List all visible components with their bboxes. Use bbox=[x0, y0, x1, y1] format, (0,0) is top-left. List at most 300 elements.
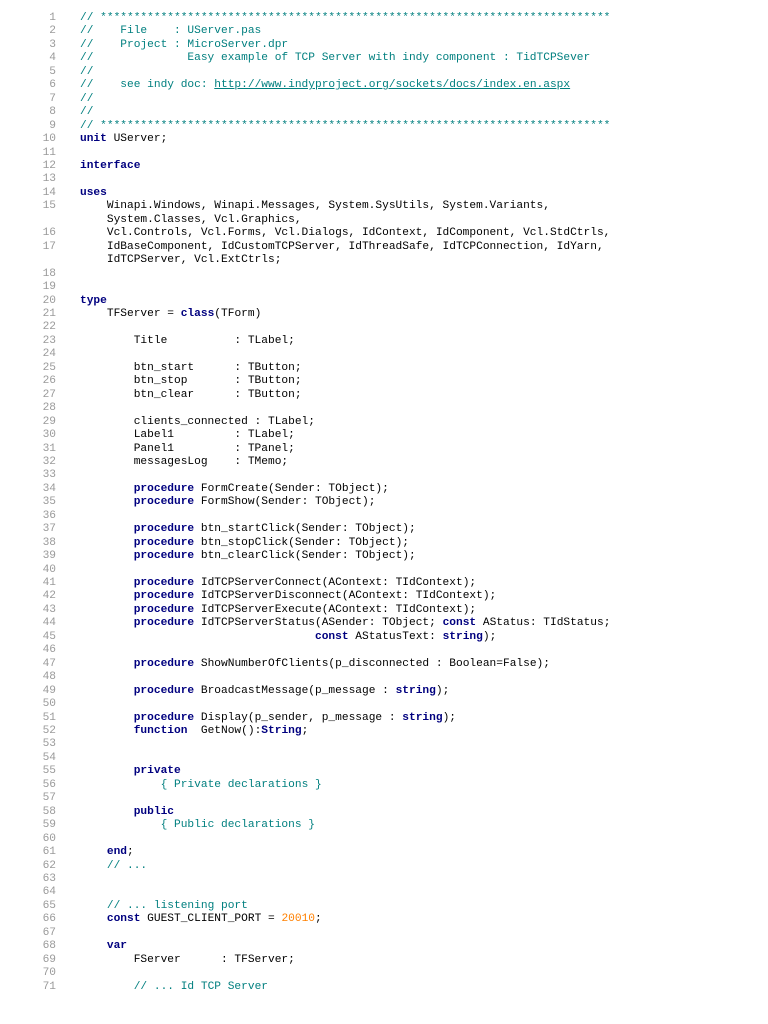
code-comment: // ... listening port bbox=[106, 899, 248, 912]
code-text bbox=[80, 590, 134, 602]
code-text bbox=[80, 819, 161, 831]
code-text: ; bbox=[127, 846, 134, 859]
code-line bbox=[0, 227, 768, 240]
line-number: 68 bbox=[42, 940, 56, 953]
line-number: 47 bbox=[42, 657, 56, 670]
line-number: 63 bbox=[42, 873, 56, 885]
code-content bbox=[80, 604, 476, 617]
line-number: 19 bbox=[42, 281, 56, 294]
code-content bbox=[80, 954, 295, 967]
code-content bbox=[80, 913, 322, 926]
code-content bbox=[80, 416, 315, 429]
code-text: GUEST_CLIENT_PORT = bbox=[140, 913, 282, 926]
code-text bbox=[80, 496, 134, 508]
line-number: 3 bbox=[49, 38, 56, 51]
code-text bbox=[80, 846, 107, 858]
code-line bbox=[0, 389, 768, 402]
line-number: 49 bbox=[42, 684, 56, 697]
line-number: 9 bbox=[49, 119, 56, 132]
code-text: AStatusText: bbox=[348, 630, 443, 643]
code-text bbox=[80, 685, 134, 697]
code-line bbox=[0, 39, 768, 52]
code-line bbox=[0, 66, 768, 79]
line-number: 62 bbox=[42, 859, 56, 872]
line-number: 53 bbox=[42, 738, 56, 751]
code-content bbox=[80, 200, 550, 213]
line-number: 6 bbox=[49, 79, 56, 92]
code-text: ShowNumberOfClients(p_disconnected : Boolean=False); bbox=[194, 657, 550, 670]
code-line bbox=[0, 725, 768, 738]
code-keyword: var bbox=[106, 940, 128, 953]
code-line bbox=[0, 402, 768, 415]
code-text bbox=[80, 860, 107, 872]
code-line bbox=[0, 698, 768, 711]
code-text: (TForm) bbox=[214, 307, 262, 320]
code-text: Title : TLabel; bbox=[80, 334, 295, 347]
code-line bbox=[0, 362, 768, 375]
code-line bbox=[0, 658, 768, 671]
line-number: 2 bbox=[49, 25, 56, 38]
code-line bbox=[0, 590, 768, 603]
code-content bbox=[80, 52, 590, 65]
code-text bbox=[80, 523, 134, 535]
code-text: btn_start : TButton; bbox=[80, 361, 302, 374]
line-number: 20 bbox=[42, 294, 56, 307]
code-link[interactable]: http://www.indyproject.org/sockets/docs/index.en.aspx bbox=[214, 79, 571, 92]
line-number: 16 bbox=[42, 227, 56, 240]
code-content bbox=[80, 631, 496, 644]
code-line bbox=[0, 429, 768, 442]
code-line bbox=[0, 523, 768, 536]
code-text: IdBaseComponent, IdCustomTCPServer, IdThreadSafe, IdTCPConnection, IdYarn, bbox=[80, 240, 604, 253]
code-content bbox=[80, 214, 302, 227]
code-comment: // bbox=[80, 92, 94, 105]
code-text bbox=[80, 577, 134, 589]
code-text bbox=[80, 483, 134, 495]
code-content bbox=[80, 523, 416, 536]
code-comment: // File : UServer.pas bbox=[80, 25, 262, 38]
code-line bbox=[0, 537, 768, 550]
code-keyword: uses bbox=[80, 186, 107, 199]
code-content bbox=[80, 160, 140, 173]
code-line bbox=[0, 295, 768, 308]
code-text bbox=[80, 779, 161, 791]
code-line bbox=[0, 860, 768, 873]
code-content bbox=[80, 846, 134, 859]
code-text bbox=[80, 631, 315, 643]
line-number: 10 bbox=[42, 133, 56, 146]
code-line bbox=[0, 510, 768, 523]
code-content bbox=[80, 712, 456, 725]
line-number: 40 bbox=[42, 563, 56, 576]
code-text bbox=[80, 604, 134, 616]
code-line bbox=[0, 93, 768, 106]
code-keyword: procedure bbox=[133, 577, 195, 590]
code-keyword: string bbox=[395, 684, 436, 697]
line-number: 7 bbox=[49, 92, 56, 105]
code-content bbox=[80, 483, 389, 496]
code-content bbox=[80, 335, 295, 348]
code-text: btn_stopClick(Sender: TObject); bbox=[194, 536, 409, 549]
code-content bbox=[80, 66, 93, 79]
line-number: 17 bbox=[42, 240, 56, 253]
code-text bbox=[80, 712, 134, 724]
line-number: 66 bbox=[42, 913, 56, 926]
code-line bbox=[0, 160, 768, 173]
code-line bbox=[0, 981, 768, 994]
code-line bbox=[0, 564, 768, 577]
code-content bbox=[80, 806, 174, 819]
code-content bbox=[80, 779, 322, 792]
line-number: 18 bbox=[42, 267, 56, 280]
line-number: 23 bbox=[42, 334, 56, 347]
line-number: 56 bbox=[42, 778, 56, 791]
code-text: BroadcastMessage(p_message : bbox=[194, 684, 396, 697]
code-line bbox=[0, 913, 768, 926]
code-line bbox=[0, 173, 768, 186]
code-content bbox=[80, 39, 288, 52]
code-line bbox=[0, 496, 768, 509]
code-keyword: const bbox=[314, 630, 349, 643]
code-content bbox=[80, 456, 288, 469]
code-comment: // Easy example of TCP Server with indy component : TidTCPSever bbox=[80, 52, 591, 65]
code-keyword: String bbox=[261, 725, 302, 738]
code-line bbox=[0, 268, 768, 281]
code-line bbox=[0, 375, 768, 388]
code-text: System.Classes, Vcl.Graphics, bbox=[80, 213, 302, 226]
code-text: Panel1 : TPanel; bbox=[80, 442, 295, 455]
code-line bbox=[0, 483, 768, 496]
code-line bbox=[0, 685, 768, 698]
code-text: btn_stop : TButton; bbox=[80, 375, 302, 388]
line-number: 70 bbox=[42, 967, 56, 980]
code-text bbox=[80, 617, 134, 629]
code-comment: // ... bbox=[106, 859, 148, 872]
code-text bbox=[80, 913, 107, 925]
code-content bbox=[80, 375, 302, 388]
code-line bbox=[0, 940, 768, 953]
code-keyword: unit bbox=[80, 133, 107, 146]
code-keyword: public bbox=[133, 805, 175, 818]
code-content bbox=[80, 819, 315, 832]
code-line bbox=[0, 738, 768, 751]
code-line bbox=[0, 792, 768, 805]
code-text: Vcl.Controls, Vcl.Forms, Vcl.Dialogs, IdContext, IdComponent, Vcl.StdCtrls, bbox=[80, 227, 611, 240]
line-number: 57 bbox=[42, 792, 56, 805]
code-content bbox=[80, 25, 261, 38]
line-number: 30 bbox=[42, 429, 56, 442]
code-line bbox=[0, 214, 768, 227]
line-number: 36 bbox=[42, 509, 56, 522]
code-comment: { Private declarations } bbox=[160, 778, 322, 791]
code-content bbox=[80, 981, 268, 994]
code-keyword: procedure bbox=[133, 617, 195, 630]
code-content bbox=[80, 133, 167, 146]
line-number: 46 bbox=[42, 644, 56, 657]
code-text: TFServer = bbox=[80, 307, 181, 320]
code-text: UServer; bbox=[106, 133, 168, 146]
line-number: 52 bbox=[42, 725, 56, 738]
line-number: 64 bbox=[42, 886, 56, 899]
code-text: IdTCPServerConnect(AContext: TIdContext); bbox=[194, 577, 477, 590]
line-number: 28 bbox=[42, 402, 56, 415]
code-content bbox=[80, 389, 302, 402]
line-number: 11 bbox=[42, 146, 56, 159]
code-line bbox=[0, 254, 768, 267]
code-line bbox=[0, 416, 768, 429]
code-text bbox=[80, 550, 134, 562]
line-number: 8 bbox=[49, 106, 56, 119]
code-text: GetNow(): bbox=[187, 725, 262, 738]
code-line bbox=[0, 550, 768, 563]
line-number: 22 bbox=[42, 321, 56, 334]
code-line bbox=[0, 187, 768, 200]
line-number: 34 bbox=[42, 482, 56, 495]
code-content bbox=[80, 106, 93, 119]
code-line bbox=[0, 469, 768, 482]
code-content bbox=[80, 940, 127, 953]
code-line bbox=[0, 617, 768, 630]
code-content bbox=[80, 362, 302, 375]
code-content bbox=[80, 590, 496, 603]
code-content bbox=[80, 617, 610, 630]
code-line bbox=[0, 604, 768, 617]
code-line bbox=[0, 631, 768, 644]
line-number: 27 bbox=[42, 388, 56, 401]
code-content bbox=[80, 658, 550, 671]
code-comment: { Public declarations } bbox=[160, 819, 315, 832]
code-text: Label1 : TLabel; bbox=[80, 429, 295, 442]
line-number: 71 bbox=[42, 980, 56, 993]
line-number: 58 bbox=[42, 805, 56, 818]
code-line bbox=[0, 927, 768, 940]
line-number: 54 bbox=[42, 751, 56, 764]
code-keyword: procedure bbox=[133, 711, 195, 724]
line-number: 24 bbox=[42, 348, 56, 361]
code-keyword: procedure bbox=[133, 603, 195, 616]
code-content bbox=[80, 254, 281, 267]
code-keyword: string bbox=[442, 630, 483, 643]
code-text: IdTCPServerStatus(ASender: TObject; bbox=[194, 617, 443, 630]
line-number: 13 bbox=[42, 173, 56, 186]
line-number: 21 bbox=[42, 307, 56, 320]
code-text: IdTCPServer, Vcl.ExtCtrls; bbox=[80, 254, 282, 267]
code-line bbox=[0, 954, 768, 967]
code-keyword: const bbox=[442, 617, 477, 630]
code-line bbox=[0, 443, 768, 456]
code-line bbox=[0, 133, 768, 146]
code-content bbox=[80, 550, 416, 563]
code-line bbox=[0, 120, 768, 133]
code-keyword: procedure bbox=[133, 684, 195, 697]
code-editor bbox=[0, 12, 768, 994]
line-number: 37 bbox=[42, 523, 56, 536]
code-text bbox=[80, 806, 134, 818]
code-content bbox=[80, 725, 308, 738]
code-comment: // ... Id TCP Server bbox=[133, 980, 268, 993]
code-text: IdTCPServerDisconnect(AContext: TIdContext); bbox=[194, 590, 497, 603]
code-content bbox=[80, 241, 604, 254]
line-number: 55 bbox=[42, 765, 56, 778]
code-comment: // bbox=[80, 106, 94, 119]
code-content bbox=[80, 537, 409, 550]
code-keyword: procedure bbox=[133, 550, 195, 563]
code-line bbox=[0, 644, 768, 657]
code-content bbox=[80, 685, 449, 698]
code-line bbox=[0, 886, 768, 899]
code-text: clients_connected : TLabel; bbox=[80, 415, 315, 428]
code-text: Display(p_sender, p_message : bbox=[194, 711, 403, 724]
code-text: btn_clear : TButton; bbox=[80, 388, 302, 401]
line-number: 38 bbox=[42, 536, 56, 549]
code-comment: // bbox=[80, 65, 94, 78]
code-comment: // **************************************************************************** bbox=[80, 119, 611, 132]
code-content bbox=[80, 443, 295, 456]
code-content bbox=[80, 496, 375, 509]
code-line bbox=[0, 12, 768, 25]
line-number: 48 bbox=[42, 671, 56, 684]
code-line bbox=[0, 241, 768, 254]
code-content bbox=[80, 308, 261, 321]
code-line bbox=[0, 806, 768, 819]
code-text: FormShow(Sender: TObject); bbox=[194, 496, 376, 509]
line-number: 15 bbox=[42, 200, 56, 213]
code-keyword: private bbox=[133, 765, 181, 778]
line-number: 67 bbox=[42, 926, 56, 939]
code-line bbox=[0, 765, 768, 778]
code-line bbox=[0, 967, 768, 980]
code-line bbox=[0, 321, 768, 334]
code-line bbox=[0, 846, 768, 859]
code-line bbox=[0, 671, 768, 684]
code-keyword: end bbox=[106, 846, 128, 859]
code-line bbox=[0, 577, 768, 590]
code-keyword: function bbox=[133, 725, 188, 738]
code-comment: // **************************************************************************** bbox=[80, 12, 611, 24]
code-text bbox=[80, 940, 107, 952]
code-text: ); bbox=[442, 711, 457, 724]
code-line bbox=[0, 779, 768, 792]
line-number: 33 bbox=[42, 469, 56, 482]
code-content bbox=[80, 93, 93, 106]
code-content bbox=[80, 900, 248, 913]
code-line bbox=[0, 335, 768, 348]
line-number: 50 bbox=[42, 698, 56, 711]
code-content bbox=[80, 577, 476, 590]
line-number: 29 bbox=[42, 415, 56, 428]
line-number: 65 bbox=[42, 899, 56, 912]
code-line bbox=[0, 819, 768, 832]
line-number: 31 bbox=[42, 442, 56, 455]
line-number: 1 bbox=[49, 12, 56, 24]
code-text: IdTCPServerExecute(AContext: TIdContext); bbox=[194, 603, 477, 616]
code-line bbox=[0, 900, 768, 913]
line-number: 42 bbox=[42, 590, 56, 603]
code-line bbox=[0, 200, 768, 213]
line-number: 41 bbox=[42, 577, 56, 590]
code-keyword: class bbox=[180, 307, 215, 320]
line-number: 32 bbox=[42, 455, 56, 468]
code-content bbox=[80, 227, 610, 240]
code-line bbox=[0, 752, 768, 765]
code-text: AStatus: TIdStatus; bbox=[476, 617, 611, 630]
line-number: 43 bbox=[42, 603, 56, 616]
code-comment: // see indy doc: bbox=[80, 79, 215, 92]
code-keyword: procedure bbox=[133, 657, 195, 670]
code-line bbox=[0, 147, 768, 160]
code-text: ); bbox=[482, 630, 497, 643]
code-comment: // Project : MicroServer.dpr bbox=[80, 38, 289, 51]
line-number: 25 bbox=[42, 361, 56, 374]
code-text: Winapi.Windows, Winapi.Messages, System.SysUtils, System.Variants, bbox=[80, 200, 550, 213]
code-text: FServer : TFServer; bbox=[80, 953, 295, 966]
line-number: 5 bbox=[49, 65, 56, 78]
code-text bbox=[80, 981, 134, 993]
code-keyword: procedure bbox=[133, 523, 195, 536]
code-line bbox=[0, 281, 768, 294]
code-text bbox=[80, 900, 107, 912]
line-number: 45 bbox=[42, 630, 56, 643]
line-number: 35 bbox=[42, 496, 56, 509]
code-content bbox=[80, 120, 610, 133]
line-number: 14 bbox=[42, 186, 56, 199]
line-number: 4 bbox=[49, 52, 56, 65]
code-text: messagesLog : TMemo; bbox=[80, 455, 289, 468]
code-line bbox=[0, 106, 768, 119]
code-content bbox=[80, 860, 147, 873]
line-number: 39 bbox=[42, 550, 56, 563]
line-number: 60 bbox=[42, 832, 56, 845]
code-text: btn_startClick(Sender: TObject); bbox=[194, 523, 416, 536]
line-number: 61 bbox=[42, 846, 56, 859]
code-text bbox=[80, 725, 134, 737]
code-line bbox=[0, 348, 768, 361]
code-content bbox=[80, 295, 107, 308]
code-keyword: const bbox=[106, 913, 141, 926]
code-text: ; bbox=[301, 725, 309, 738]
code-line bbox=[0, 712, 768, 725]
code-line bbox=[0, 833, 768, 846]
code-text: ; bbox=[315, 913, 322, 926]
code-keyword: procedure bbox=[133, 482, 195, 495]
line-number: 12 bbox=[42, 159, 56, 172]
code-line bbox=[0, 873, 768, 886]
code-content bbox=[80, 187, 107, 200]
line-number: 69 bbox=[42, 953, 56, 966]
line-number: 26 bbox=[42, 375, 56, 388]
code-keyword: procedure bbox=[133, 536, 195, 549]
code-text bbox=[80, 765, 134, 777]
code-content bbox=[80, 429, 295, 442]
code-line bbox=[0, 308, 768, 321]
code-keyword: interface bbox=[80, 159, 141, 172]
code-text: FormCreate(Sender: TObject); bbox=[194, 482, 389, 495]
code-text bbox=[80, 537, 134, 549]
code-number: 20010 bbox=[281, 913, 316, 926]
code-line bbox=[0, 52, 768, 65]
code-text: btn_clearClick(Sender: TObject); bbox=[194, 550, 416, 563]
code-content bbox=[80, 765, 181, 778]
code-line bbox=[0, 79, 768, 92]
code-keyword: string bbox=[402, 711, 443, 724]
code-text: ); bbox=[435, 684, 450, 697]
code-line bbox=[0, 25, 768, 38]
line-number: 51 bbox=[42, 711, 56, 724]
line-number: 59 bbox=[42, 819, 56, 832]
code-text bbox=[80, 658, 134, 670]
line-number: 44 bbox=[42, 617, 56, 630]
code-keyword: procedure bbox=[133, 496, 195, 509]
